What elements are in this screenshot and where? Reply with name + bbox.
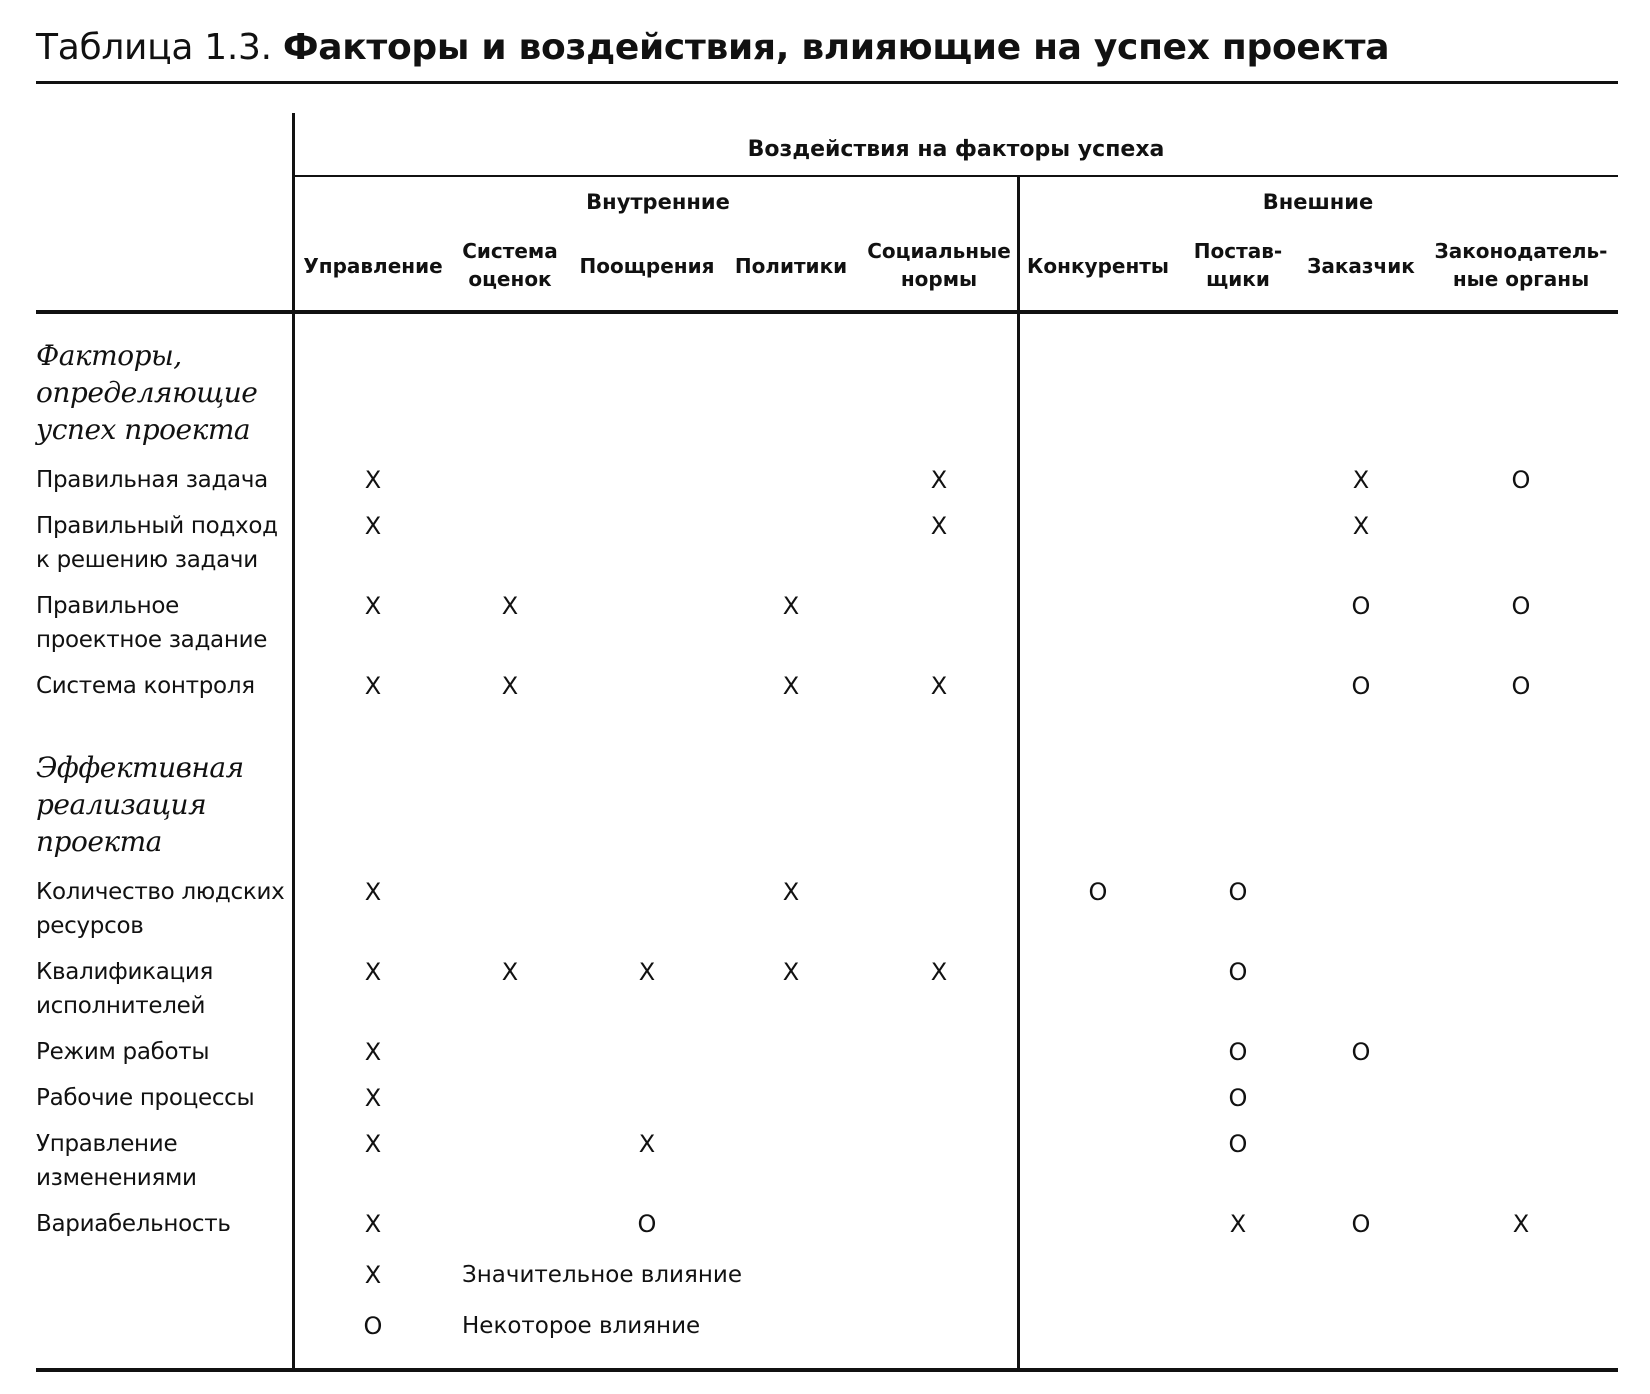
legend-text: Значительное влияние (462, 1262, 742, 1288)
legend-mark: X (364, 1261, 382, 1289)
cell-mark-legislators: O (1511, 672, 1531, 700)
cell-mark-customer: O (1351, 672, 1371, 700)
cell-mark-management: X (364, 592, 382, 620)
cell-mark-competitors: O (1088, 878, 1108, 906)
row-label: Правильное проектное задание (36, 593, 268, 653)
row-label: Система контроля (36, 673, 255, 699)
row-label: Правильная задача (36, 467, 268, 493)
col-header-rating-system: Система оценок (462, 239, 558, 291)
cell-mark-management: X (364, 1210, 382, 1238)
cell-mark-customer: X (1352, 466, 1370, 494)
col-header-competitors: Конкуренты (1027, 254, 1169, 278)
cell-mark-social-norms: X (930, 958, 948, 986)
row-label: Управление изменениями (36, 1131, 197, 1191)
cell-mark-social-norms: X (930, 512, 948, 540)
cell-mark-incentives: X (638, 1130, 656, 1158)
cell-mark-policies: X (782, 592, 800, 620)
row-label: Рабочие процессы (36, 1085, 255, 1111)
cell-mark-suppliers: O (1228, 1038, 1248, 1066)
cell-mark-suppliers: O (1228, 1084, 1248, 1112)
cell-mark-suppliers: X (1229, 1210, 1247, 1238)
col-header-policies: Политики (734, 254, 848, 278)
cell-mark-legislators: O (1511, 466, 1531, 494)
stub-column-divider (292, 113, 295, 1372)
row-label: Режим работы (36, 1039, 210, 1065)
cell-mark-management: X (364, 672, 382, 700)
title-prefix: Таблица 1.3. (36, 27, 283, 68)
cell-mark-management: X (364, 1130, 382, 1158)
title-bold: Факторы и воздействия, влияющие на успех проекта (282, 27, 1390, 68)
row-label: Вариабельность (36, 1211, 231, 1237)
cell-mark-social-norms: X (930, 466, 948, 494)
cell-mark-management: X (364, 958, 382, 986)
title-rule (36, 81, 1618, 84)
cell-mark-management: X (364, 512, 382, 540)
cell-mark-management: X (364, 466, 382, 494)
cell-mark-incentives: O (637, 1210, 657, 1238)
internal-external-divider (1017, 177, 1020, 1372)
header-top-group-rule (294, 175, 1618, 177)
legend-mark: O (363, 1312, 383, 1340)
legend-text: Некоторое влияние (462, 1313, 701, 1339)
row-label: Количество людских ресурсов (36, 879, 285, 939)
col-header-management: Управление (303, 254, 443, 278)
cell-mark-suppliers: O (1228, 1130, 1248, 1158)
cell-mark-rating-system: X (501, 958, 519, 986)
header-bottom-rule (36, 310, 1618, 314)
cell-mark-policies: X (782, 878, 800, 906)
cell-mark-social-norms: X (930, 672, 948, 700)
cell-mark-customer: X (1352, 512, 1370, 540)
cell-mark-incentives: X (638, 958, 656, 986)
cell-mark-policies: X (782, 672, 800, 700)
row-label: Квалификация исполнителей (36, 959, 214, 1019)
cell-mark-rating-system: X (501, 672, 519, 700)
col-header-suppliers: Постав- щики (1193, 239, 1283, 291)
col-header-social-norms: Социальные нормы (867, 239, 1011, 291)
row-label: Правильный подход к решению задачи (36, 513, 278, 573)
header-top: Воздействия на факторы успеха (747, 137, 1165, 162)
header-external: Внешние (1262, 190, 1374, 214)
page-title (36, 28, 1389, 68)
cell-mark-customer: O (1351, 1210, 1371, 1238)
cell-mark-rating-system: X (501, 592, 519, 620)
col-header-legislators: Законодатель- ные органы (1434, 239, 1608, 291)
cell-mark-suppliers: O (1228, 958, 1248, 986)
cell-mark-customer: O (1351, 592, 1371, 620)
cell-mark-legislators: X (1512, 1210, 1530, 1238)
cell-mark-suppliers: O (1228, 878, 1248, 906)
table-bottom-rule (36, 1368, 1618, 1372)
section-title: Эффективная реализация проекта (36, 751, 244, 858)
header-internal: Внутренние (586, 190, 730, 214)
col-header-customer: Заказчик (1307, 254, 1415, 278)
cell-mark-policies: X (782, 958, 800, 986)
cell-mark-management: X (364, 878, 382, 906)
section-title: Факторы, определяющие успех проекта (36, 339, 258, 446)
cell-mark-legislators: O (1511, 592, 1531, 620)
cell-mark-management: X (364, 1084, 382, 1112)
col-header-incentives: Поощрения (579, 254, 715, 278)
cell-mark-customer: O (1351, 1038, 1371, 1066)
cell-mark-management: X (364, 1038, 382, 1066)
